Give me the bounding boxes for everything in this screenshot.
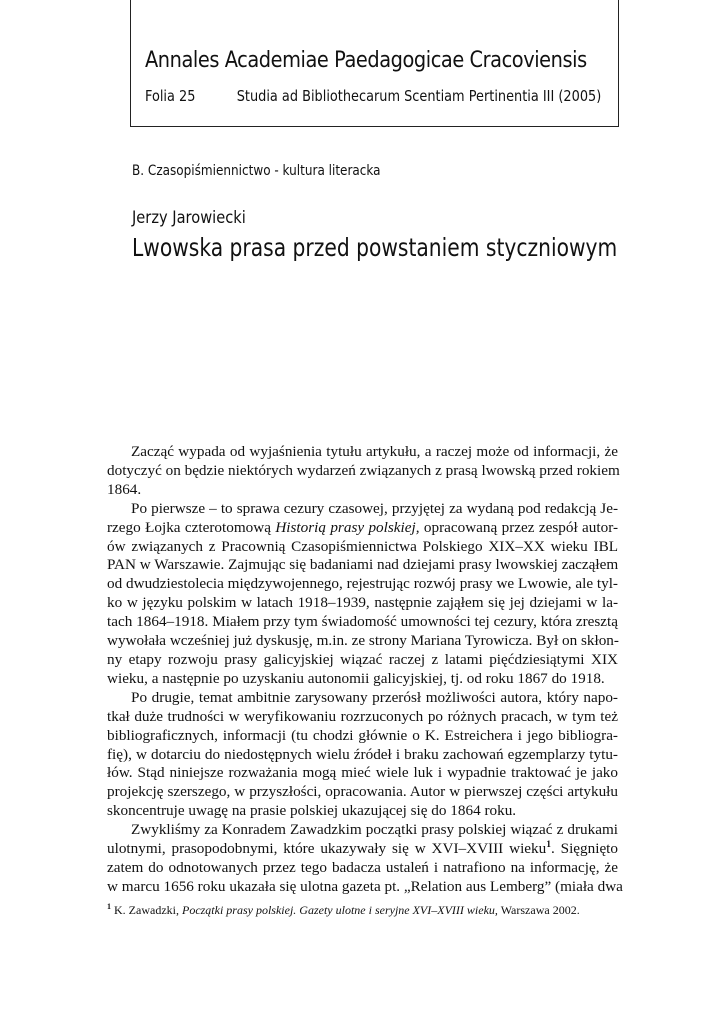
footnote-text: Warszawa 2002. [497, 903, 580, 917]
body-line [107, 840, 618, 859]
footnote-text: K. Zawadzki, [111, 903, 182, 917]
body-line: Po pierwsze – to sprawa cezury czasowej, przyjętej za wydaną pod redakcją Je- [131, 499, 618, 517]
folio-number: Folia 25 [145, 87, 196, 105]
body-line: wieku, a następnie po uzyskaniu autonomii galicyjskiej, tj. od roku 1867 do 1918. [107, 669, 605, 687]
body-line [107, 519, 618, 538]
body-line: bibliograficznych, informacji (tu chodzi głównie o K. Estreichera i jego bibliogra- [107, 726, 618, 744]
body-line: tkał duże trudności w weryfikowaniu rozrzuconych po różnych pracach, w tym też [107, 707, 618, 725]
body-line: ny etapy rozwoju prasy galicyjskiej wiązać raczej z latami pięćdziesiątymi XIX [107, 650, 618, 668]
body-line: łów. Stąd niniejsze rozważania mogą mieć wiele luk i wypadnie traktować je jako [107, 764, 618, 782]
article-title: Lwowska prasa przed powstaniem styczniowym [132, 233, 618, 262]
body-line: skoncentruje uwagę na prasie polskiej ukazującej się do 1864 roku. [107, 802, 517, 820]
body-text: ulotnymi, prasopodobnymi, które ukazywały się w XVI–XVIII wieku [107, 840, 547, 858]
body-text: . Sięgnięto [550, 840, 618, 858]
body-line: od dwudziestolecia międzywojennego, rejestrując rozwój prasy we Lwowie, ale tyl- [107, 575, 618, 593]
body-line: tach 1864–1918. Miałem przy tym świadomość umowności tej cezury, która zresztą [107, 613, 618, 631]
body-line: PAN w Warszawie. Zajmując się badaniami nad dziejami prasy lwowskiej zacząłem [107, 556, 619, 574]
footnote [107, 903, 618, 918]
body-line: dotyczyć on będzie niektórych wydarzeń związanych z prasą lwowską przed rokiem [107, 461, 620, 479]
journal-series-line [145, 87, 601, 105]
article-body [107, 443, 623, 897]
series-title: Studia ad Bibliothecarum Scentiam Pertinentia III (2005) [236, 87, 602, 105]
body-line: Zacząć wypada od wyjaśnienia tytułu artykułu, a raczej może od informacji, że [131, 443, 618, 460]
body-line: wywołała wcześniej już dyskusję, m.in. ze strony Mariana Tyrowicza. Był on skłon- [107, 632, 619, 650]
body-line: ów związanych z Pracownią Czasopiśmiennictwa Polskiego XIX–XX wieku IBL [107, 537, 618, 555]
body-line: Po drugie, temat ambitnie zarysowany przerósł możliwości autora, który napo- [131, 688, 618, 706]
body-line: Zwykliśmy za Konradem Zawadzkim początki prasy polskiej wiązać z drukami [131, 821, 618, 839]
article-author: Jerzy Jarowiecki [132, 208, 246, 228]
section-heading: B. Czasopiśmiennictwo - kultura literacka [132, 163, 381, 179]
body-line: 1864. [107, 480, 142, 498]
body-text: rzego Łojka czterotomową [107, 518, 271, 536]
cited-title: Historią prasy polskiej, [275, 518, 420, 536]
journal-title: Annales Academiae Paedagogicae Cracoviensis [145, 47, 587, 73]
body-line: fię), w dotarciu do niedostępnych wielu źródeł i braku zachowań egzemplarzy tytu- [107, 745, 618, 763]
footnote-cited-title: Początki prasy polskiej. Gazety ulotne i seryjne XVI–XVIII wieku, [181, 903, 498, 917]
body-line: w marcu 1656 roku ukazała się ulotna gazeta pt. „Relation aus Lemberg” (miała dwa [107, 877, 623, 895]
body-line: projekcję szerszego, w przyszłości, opracowania. Autor w pierwszej części artykułu [107, 783, 618, 801]
body-line: zatem do odnotowanych przez tego badacza ustaleń i natrafiono na informację, że [107, 858, 618, 876]
footnote-number: 1 [107, 902, 111, 911]
body-text: opracowaną przez zespół autor- [419, 518, 619, 536]
body-line: ko w języku polskim w latach 1918–1939, następnie zająłem się jej dziejami w la- [107, 594, 618, 612]
footnote-ref: 1 [546, 839, 551, 850]
